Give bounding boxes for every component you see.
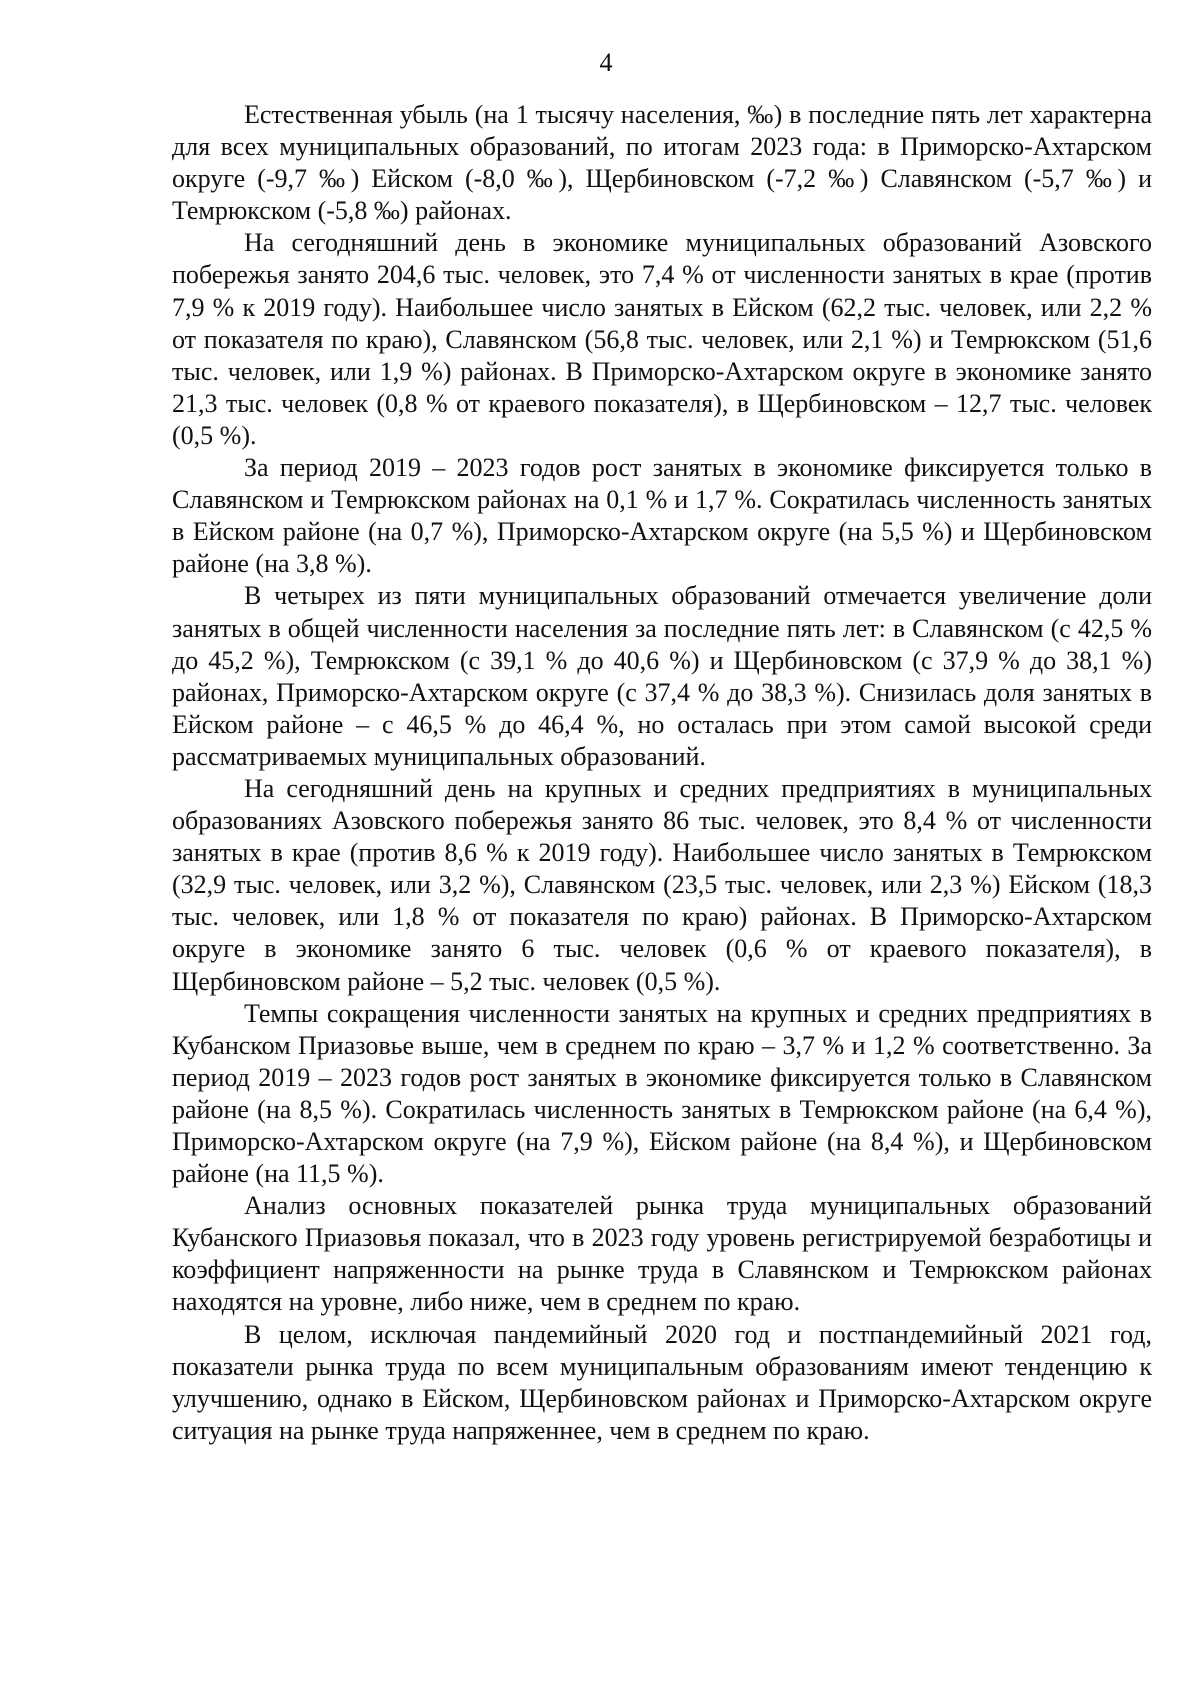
paragraph-conclusion: В целом, исключая пандемийный 2020 год и постпандемийный 2021 год, показатели рынка труда по всем муниципальным образованиям имеют тенденцию к улучшению, однако в Ейском, Щербиновском районах и Приморско-Ахтарском округе ситуация на рынке труда напряженнее, чем в среднем по краю. [172, 1319, 1152, 1445]
paragraph-large-medium-enterprises: На сегодняшний день на крупных и средних предприятиях в муниципальных образованиях Азовского побережья занято 86 тыс. человек, это 8,4 % от численности занятых в крае (против 8,6 % к 2019 году). Наибольшее число занятых в Темрюкском (32,9 тыс. человек, или 3,2 %), Славянском (23,5 тыс. человек, или 2,3 %) Ейском (18,3 тыс. человек, или 1,8 % от показателя по краю) районах. В Приморско-Ахтарском округе в экономике занято 6 тыс. человек (0,6 % от краевого показателя), в Щербиновском районе – 5,2 тыс. человек (0,5 %). [172, 773, 1152, 996]
paragraph-reduction-rates: Темпы сокращения численности занятых на крупных и средних предприятиях в Кубанском Приазовье выше, чем в среднем по краю – 3,7 % и 1,2 % соответственно. За период 2019 – 2023 годов рост занятых в экономике фиксируется только в Славянском районе (на 8,5 %). Сократилась численность занятых в Темрюкском районе (на 6,4 %), Приморско-Ахтарском округе (на 7,9 %), Ейском районе (на 8,4 %), и Щербиновском районе (на 11,5 %). [172, 998, 1152, 1189]
page-number: 4 [599, 48, 613, 77]
paragraph-natural-decline: Естественная убыль (на 1 тысячу населения, ‰) в последние пять лет характерна для всех муниципальных образований, по итогам 2023 года: в Приморско-Ахтарском округе (-9,7 ‰) Ейском (-8,0 ‰), Щербиновском (-7,2 ‰) Славянском (-5,7 ‰) и Темрюкском (-5,8 ‰) районах. [172, 100, 1152, 226]
paragraph-labor-market-analysis: Анализ основных показателей рынка труда муниципальных образований Кубанского Приазовья показал, что в 2023 году уровень регистрируемой безработицы и коэффициент напряженности на рынке труда в Славянском и Темрюкском районах находятся на уровне, либо ниже, чем в среднем по краю. [172, 1191, 1152, 1317]
paragraph-employment-economy: На сегодняшний день в экономике муниципальных образований Азовского побережья занято 204,6 тыс. человек, это 7,4 % от численности занятых в крае (против 7,9 % к 2019 году). Наибольшее число занятых в Ейском (62,2 тыс. человек, или 2,2 % от показателя по краю), Славянском (56,8 тыс. человек, или 2,1 %) и Темрюкском (51,6 тыс. человек, или 1,9 %) районах. В Приморско-Ахтарском округе в экономике занято 21,3 тыс. человек (0,8 % от краевого показателя), в Щербиновском – 12,7 тыс. человек (0,5 %). [172, 228, 1152, 450]
document-body [172, 99, 1152, 1447]
paragraph-employment-share: В четырех из пяти муниципальных образований отмечается увеличение доли занятых в общей численности населения за последние пять лет: в Славянском (с 42,5 % до 45,2 %), Темрюкском (с 39,1 % до 40,6 %) и Щербиновском (с 37,9 % до 38,1 %) районах, Приморско-Ахтарском округе (с 37,4 % до 38,3 %). Снизилась доля занятых в Ейском районе – с 46,5 % до 46,4 %, но осталась при этом самой высокой среди рассматриваемых муниципальных образований. [172, 581, 1152, 771]
paragraph-employment-dynamics: За период 2019 – 2023 годов рост занятых в экономике фиксируется только в Славянском и Темрюкском районах на 0,1 % и 1,7 %. Сократилась численность занятых в Ейском районе (на 0,7 %), Приморско-Ахтарском округе (на 5,5 %) и Щербиновском районе (на 3,8 %). [172, 453, 1152, 579]
